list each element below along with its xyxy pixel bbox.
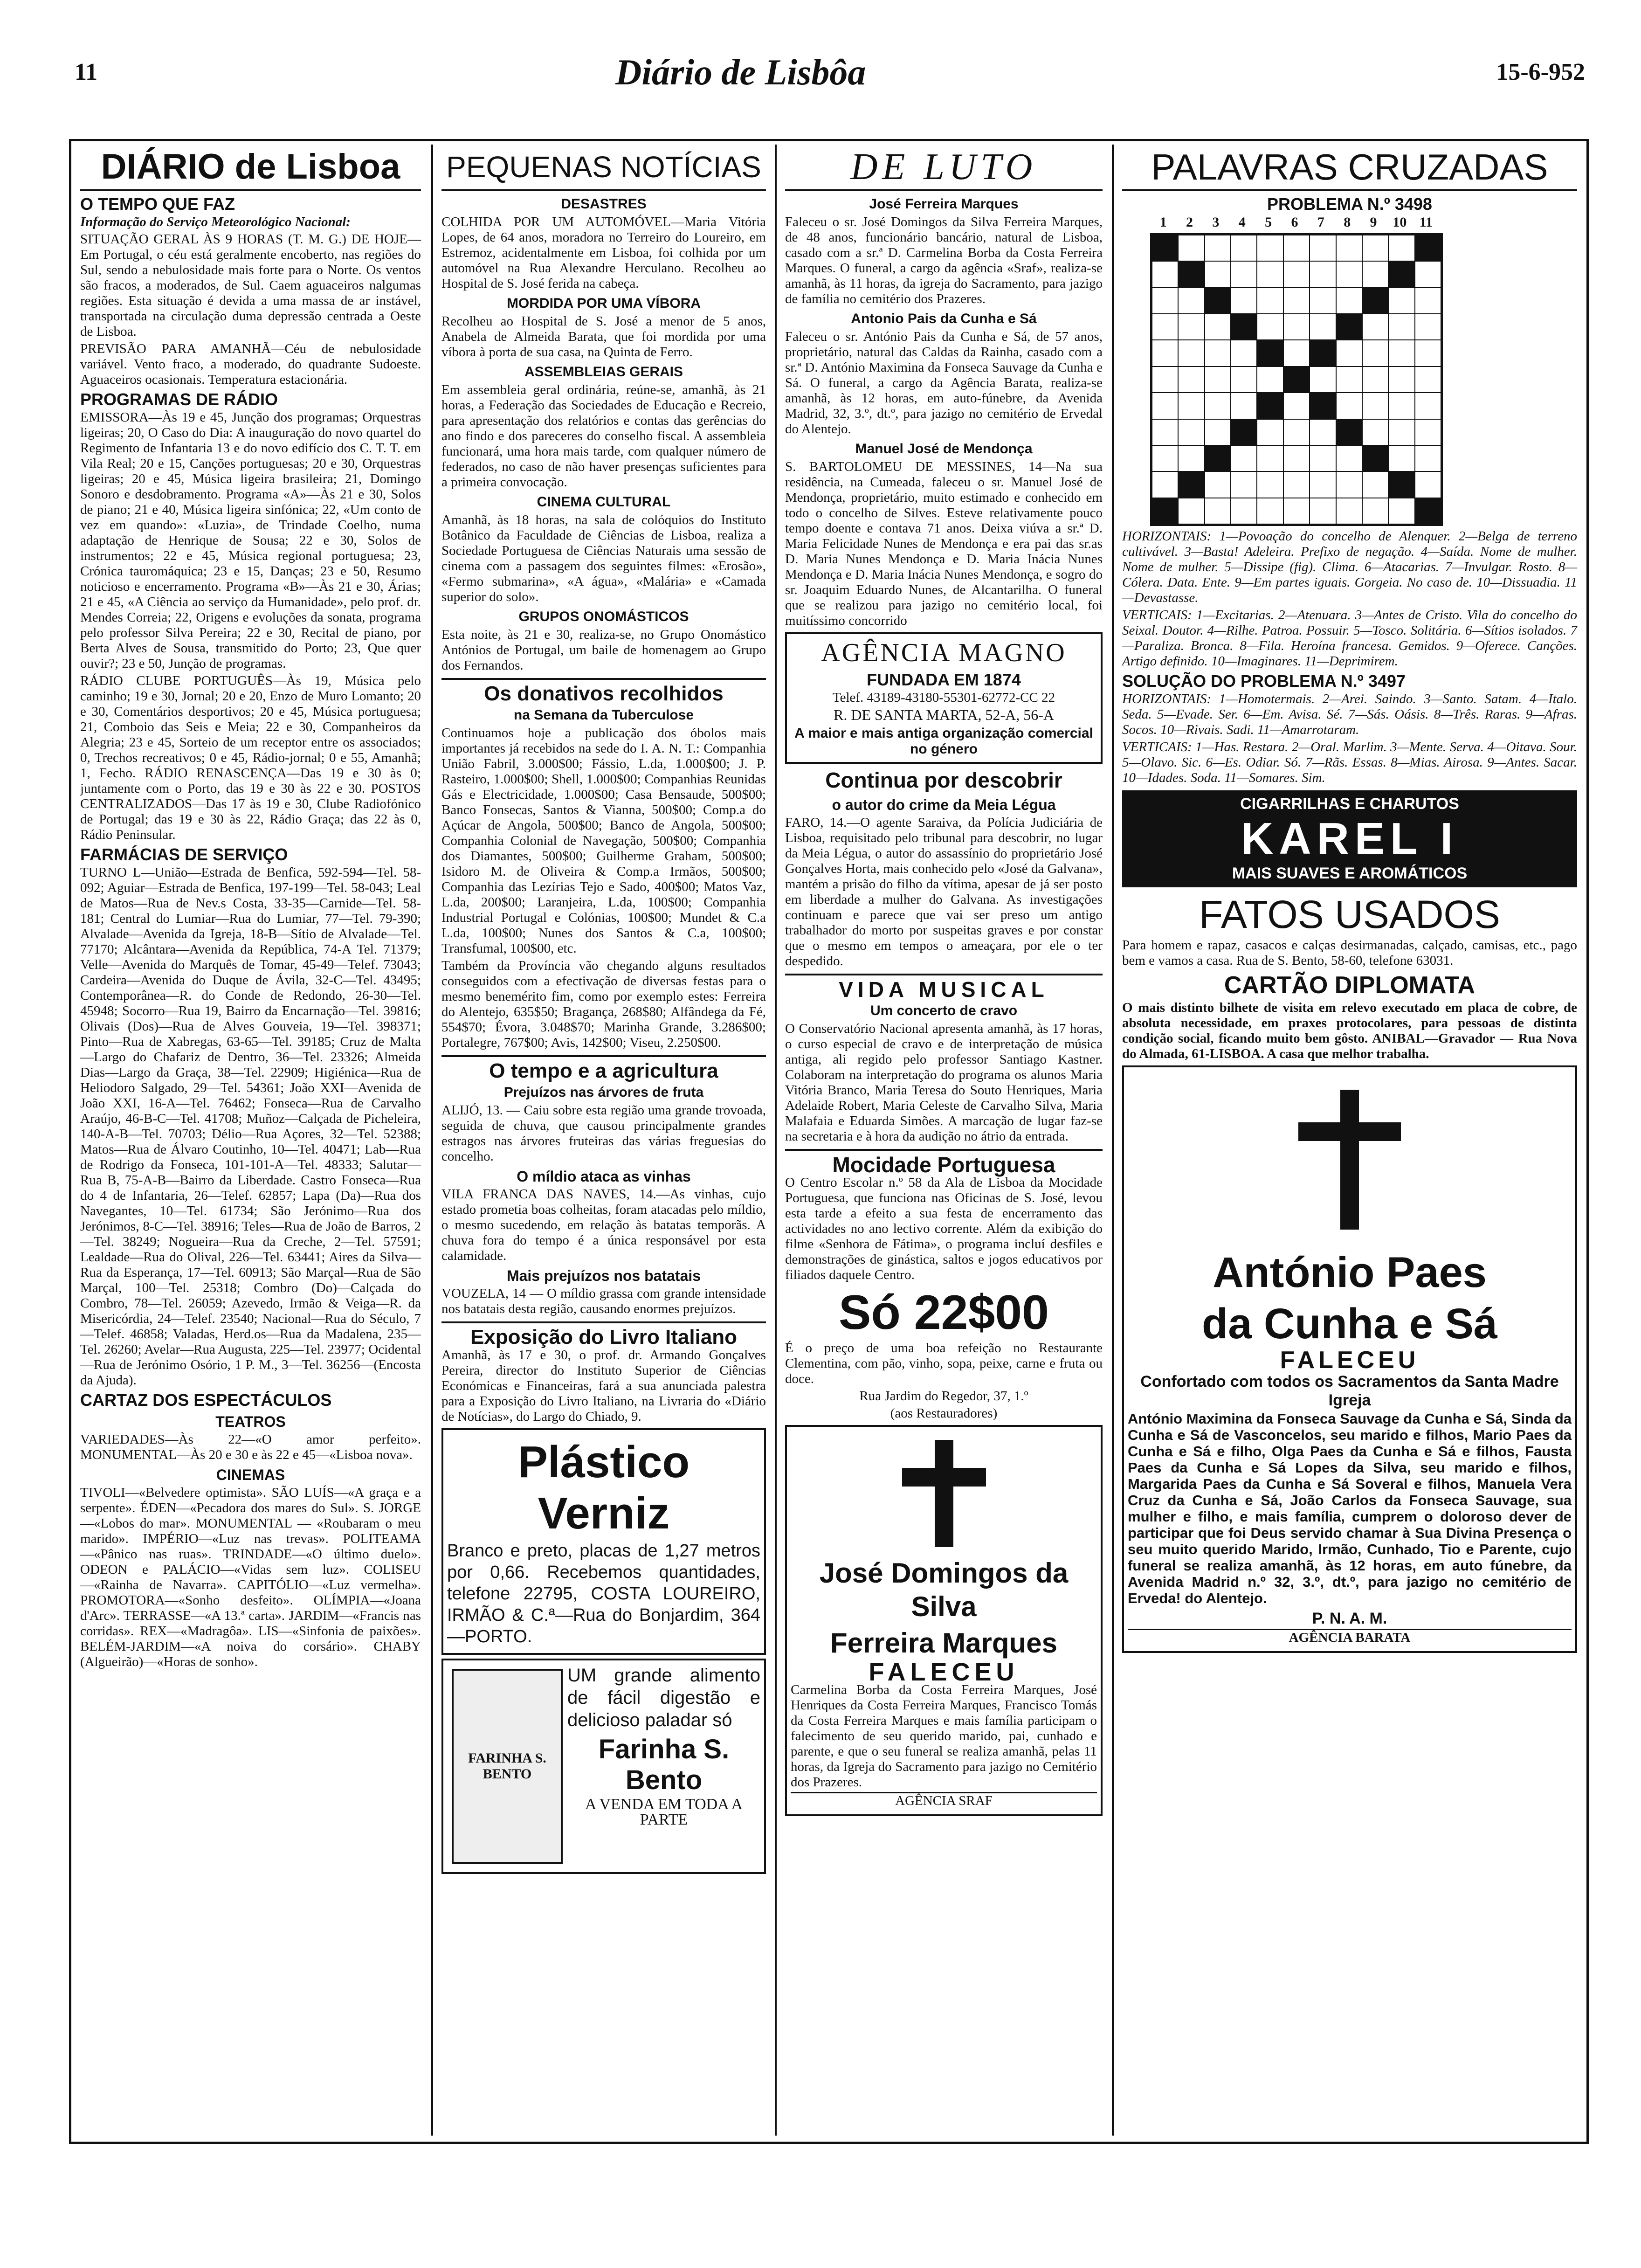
crossword-cell [1310, 235, 1336, 261]
donations-subheading: na Semana da Tuberculose [513, 707, 694, 723]
funeral-name-2: Ferreira Marques [830, 1627, 1057, 1659]
obituary-2-text: Faleceu o sr. António Pais da Cunha e Sá, de 57 anos, proprietário, natural das Caldas da Rainha, casado com a sr.ª D. António Maximina da Fonseca Sauvage da Cunha e Sá. O funeral, a cargo da Agência Barata, realiza-se amanhã, às 12 horas, em auto-fúnebre, da Avenida Madrid, 32, 3.º, dt.º, para jazigo no cemitério de Ervedal do Alentejo. [785, 329, 1103, 436]
obituary-sacraments: Confortado com todos os Sacramentos da Santa Madre Igreja [1140, 1373, 1559, 1409]
column-1 [75, 145, 427, 2136]
obituary-notice [1122, 1065, 1577, 1653]
crossword-cell [1257, 471, 1283, 498]
crossword-cell [1231, 288, 1257, 314]
crossword-cell [1415, 261, 1441, 287]
crossword-black-cell [1362, 445, 1388, 471]
funeral-name-1: José Domingos da Silva [819, 1557, 1069, 1622]
solution-heading: SOLUÇÃO DO PROBLEMA N.º 3497 [1122, 671, 1406, 691]
crossword-cell [1178, 235, 1204, 261]
section-title: PALAVRAS CRUZADAS [1122, 145, 1577, 191]
crossword-black-cell [1415, 498, 1441, 524]
card-ad-heading: CARTÃO DIPLOMATA [1224, 972, 1476, 999]
agriculture-heading: O tempo e a agricultura [489, 1059, 718, 1082]
page-number: 11 [75, 59, 98, 85]
radio-text: EMISSORA—Às 19 e 45, Junção dos programas; Orquestras ligeiras; 20, O Caso do Dia: A inauguração do novo quartel do Regimento de Infantaria 13 e do novo edifício dos C. T. T. em Vila Real; 20 e 15, Canções portuguesas; 20 e 30, Orquestras ligeiras; 20 e 45, Música ligeira brasileira; 21, Domingo Sonoro e desdobramento. Programa «A»—Às 21 e 30, Solos de piano; 21 e 40, Música ligeira sinfónica; 22, «Um conto de vez em quando»: «Luzia», de Trindade Coelho, numa adaptação de Henrique de Sousa; 22 e 30, Solos de instrumentos; 22 e 45, Música regional portuguesa; 23, Crónica tauromáquica; 23 e 15, Danças; 23 e 50, Resumo noticioso e encerramento. Programa «B»—Às 21 e 30, Árias; 21 e 45, «A Ciência ao serviço da Humanidade», pelo prof. dr. Mendes Correia; 22, Origens e evoluções da sonata, programa pelo professor Silva Pereira; 22 e 30, Recital de piano, por Berta Alves de Sousa, transmitido do Porto; 23, Que quer ouvir?; 23 e 50, Junção de programas. [80, 410, 421, 671]
crossword-column-number: 4 [1238, 214, 1246, 230]
crossword-cell [1257, 288, 1283, 314]
crossword-cell [1257, 445, 1283, 471]
funeral-notice [785, 1425, 1103, 1816]
obituary-1-text: Faleceu o sr. José Domingos da Silva Ferreira Marques, de 48 anos, funcionário bancário, natural de Lisboa, casado com a sr.ª D. Carmelina Borba da Costa Ferreira Marques. O funeral, a cargo da agência «Sraf», realiza-se amanhã, às 11 horas, da igreja do Sacramento, para jazigo de família no cemitério dos Prazeres. [785, 214, 1103, 306]
crossword-cell [1283, 471, 1310, 498]
weather-text: SITUAÇÃO GERAL ÀS 9 HORAS (T. M. G.) DE HOJE—Em Portugal, o céu está geralmente encoberto, nas regiões do Sul, sendo a nebulosidade mais forte para o Norte. Os ventos são fracos, a moderados, de Sul. Caem aguaceiros nalgumas regiões. Esta situação é devida a uma massa de ar instável, transportada na circulação duma depressão centrada a Oeste de Lisboa. [80, 232, 421, 339]
column-rule [1112, 145, 1114, 2136]
crossword-cell [1283, 498, 1310, 524]
crossword-cell [1283, 445, 1310, 471]
crossword-horizontal-clues: HORIZONTAIS: 1—Povoação do concelho de Alenquer. 2—Belga de terreno cultivável. 3—Basta! Adeleira. Prefixo de negação. 4—Saída. Nome de mulher. Nome de mulher. 5—Dissipe (fig). Clima. 6—Atacarias. 7—Invulgar. Rosto. 8—Cólera. Data. Ente. 9—Em partes iguais. Gorgeia. No caso de. 10—Dissuadia. 11—Devastasse. [1122, 529, 1577, 605]
crossword-cell [1388, 288, 1414, 314]
crossword-cell [1152, 314, 1178, 340]
crossword-cell [1257, 366, 1283, 393]
crossword-black-cell [1152, 498, 1178, 524]
crime-subheading: o autor do crime da Meia Légua [832, 796, 1056, 813]
crossword-black-cell [1257, 393, 1283, 419]
plastic-ad-title: Plástico Verniz [517, 1437, 690, 1538]
crossword-black-cell [1388, 471, 1414, 498]
pharmacy-heading: FARMÁCIAS DE SERVIÇO [80, 845, 288, 864]
crossword-column-number: 2 [1186, 214, 1193, 230]
agriculture-text: ALIJÓ, 13. — Caiu sobre esta região uma grande trovoada, seguida de chuva, que causou principalmente grandes estragos nas árvores fruteiras das várias freguesias do concelho. [441, 1103, 766, 1164]
crossword-cell [1205, 498, 1231, 524]
crossword-cell [1205, 419, 1231, 445]
crossword-cell [1415, 314, 1441, 340]
restaurant-ad-text: É o preço de uma boa refeição no Restaurante Clementina, com pão, vinho, sopa, peixe, carne e fruta ou doce. [785, 1341, 1103, 1386]
radio-heading: PROGRAMAS DE RÁDIO [80, 390, 278, 409]
agency-magno-address: R. DE SANTA MARTA, 52-A, 56-A [834, 706, 1054, 723]
crossword-cell [1336, 340, 1362, 366]
restaurant-ad-address: Rua Jardim do Regedor, 37, 1.º [859, 1389, 1028, 1404]
viper-text: Recolheu ao Hospital de S. José a menor de 5 anos, Anabela de Almeida Barata, que foi mordida por uma víbora à porta de sua casa, na Quinta de Ferro. [441, 314, 766, 360]
assemblies-text: Em assembleia geral ordinária, reúne-se, amanhã, às 21 horas, a Federação das Sociedades de Educação e Recreio, para apresentação dos relatórios e contas das gerências do ano findo e dos pareceres do conselho fiscal. A assembleia funcionará, uma hora mais tarde, com qualquer número de federados, no caso de não haver presenças suficientes para a primeira convocação. [441, 382, 766, 490]
potato-text: VOUZELA, 14 — O míldio grassa com grande intensidade nos batatais desta região, causando enormes prejuízos. [441, 1286, 766, 1316]
divider [785, 1149, 1103, 1151]
crossword-cell [1178, 288, 1204, 314]
crossword-column-number: 11 [1419, 214, 1433, 230]
assemblies-heading: ASSEMBLEIAS GERAIS [524, 364, 683, 380]
crossword-black-cell [1310, 393, 1336, 419]
divider [785, 974, 1103, 975]
section-title: DE LUTO [785, 145, 1103, 191]
crossword-cell [1231, 445, 1257, 471]
crossword-cell [1283, 340, 1310, 366]
music-text: O Conservatório Nacional apresenta amanhã, às 17 horas, o curso especial de cravo e de interpretação de música antiga, ali regido pelo professor Santiago Kastner. Colaboram na interpretação do programa os alunos Maria Vitória Branco, Maria Teresa do Souto Henriques, Maria Adelaide Robert, Maria Celeste de Carvalho Silva, Maria Malafaia e Eduarda Simões. A marcação de lugar faz-se na secretaria e à hora da audição no átrio da entrada. [785, 1021, 1103, 1144]
crossword-cell [1362, 261, 1388, 287]
crossword-cell [1362, 471, 1388, 498]
crossword-cell [1388, 393, 1414, 419]
crossword-column-number: 9 [1370, 214, 1377, 230]
crossword-cell [1231, 498, 1257, 524]
crossword-cell [1205, 314, 1231, 340]
flour-brand: Farinha S. Bento [598, 1734, 730, 1795]
donations-text: Continuamos hoje a publicação dos óbolos mais importantes já recebidos na sede do I. A. N. T.: Companhia União Fabril, 3.000$00; Fássio, L.da, 1.000$00; J. P. Rasteiro, 1.000$00; Shell, 1.000$00; Companhias Reunidas Gás e Electricidade, 1.000$00; Casa Bensaude, 500$00; Banco Fonsecas, Santos & Vianna, 500$00; Comp.a do Açúcar de Angola, 500$00; Banco de Angola, 500$00; Companhia Colonial de Navegação, 500$00; Companhia dos Diamantes, 500$00; Guilherme Graham, 500$00; Isidoro M. de Oliveira & Comp.a Irmãos, 500$00; Companhia das Lezírias Tejo e Sado, 400$00; Matos Vaz, L.da, 200$00; Laranjeira, L.da, 100$00; Companhia Industrial Portugal e Colónias, 100$00; Mundet & C.a L.da, 100$00; Nunes dos Santos & C.a, 100$00; Transfumal, 100$00, etc. [441, 726, 766, 956]
crossword-cell [1310, 366, 1336, 393]
crossword-column-number: 1 [1159, 214, 1167, 230]
used-clothes-text: Para homem e rapaz, casacos e calças desirmanadas, calçado, camisas, etc., pago bem e vamos a casa. Rua de S. Bento, 58-60, telefone 63031. [1122, 938, 1577, 968]
column-rule [431, 145, 433, 2136]
crossword-cell [1152, 288, 1178, 314]
crossword-cell [1283, 261, 1310, 287]
exhibition-heading: Exposição do Livro Italiano [470, 1326, 738, 1348]
obituary-3-text: S. BARTOLOMEU DE MESSINES, 14—Na sua residência, na Cumeada, faleceu o sr. Manuel José de Mendonça, proprietário, muito estimado e conhecido em todo o concelho de Silves. Esteve relativamente pouco tempo doente e contava 71 anos. Deixa viúva a sr.ª D. Maria Felicidade Nunes de Mendonça e era pai das sr.as D. Maria Nunes Mendonça e D. Maria Inácia Nunes Mendonça e D. Maria Inácia Nunes Mendonça, e sogro do sr. Joaquim Eduardo Nunes, de Alcantarilha. O funeral que se realizou para jazigo no cemitério local, foi muitíssimo concorrido [785, 459, 1103, 628]
restaurant-ad-address-2: (aos Restauradores) [890, 1406, 998, 1421]
crossword-black-cell [1257, 340, 1283, 366]
karel-ad-bottom: MAIS SUAVES E AROMÁTICOS [1232, 864, 1468, 882]
obituary-name-1: António Paes [1213, 1249, 1487, 1296]
crossword-cell [1178, 314, 1204, 340]
crossword-black-cell [1178, 471, 1204, 498]
plastic-ad [441, 1428, 766, 1655]
flour-ad-text: UM grande alimento de fácil digestão e delicioso paladar só [567, 1665, 760, 1730]
obituary-1-heading: José Ferreira Marques [869, 196, 1019, 212]
crossword-cell [1283, 288, 1310, 314]
exhibition-text: Amanhã, às 17 e 30, o prof. dr. Armando Gonçalves Pereira, director do Instituto Superior de Ciências Económicas e Financeiras, fará a sua anunciada palestra para a Exposição do Livro Italiano, na Livraria do «Diário de Notícias», do Largo do Chiado, 9. [441, 1348, 766, 1424]
crossword-cell [1336, 288, 1362, 314]
music-heading: VIDA MUSICAL [839, 977, 1049, 1002]
crossword-cell [1388, 445, 1414, 471]
mildew-heading: O míldio ataca as vinhas [517, 1168, 691, 1185]
crossword-cell [1178, 498, 1204, 524]
potato-heading: Mais prejuízos nos batatais [506, 1267, 701, 1284]
crossword-cell [1310, 419, 1336, 445]
crossword-cell [1336, 393, 1362, 419]
crossword-cell [1152, 366, 1178, 393]
crossword-cell [1283, 235, 1310, 261]
flour-tin-image [452, 1669, 563, 1864]
agency-magno-phones: Telef. 43189-43180-55301-62772-CC 22 [832, 690, 1055, 705]
crossword-cell [1415, 393, 1441, 419]
crossword-cell [1152, 471, 1178, 498]
crossword-cell [1388, 235, 1414, 261]
radio-text-2: RÁDIO CLUBE PORTUGUÊS—Às 19, Música pelo caminho; 19 e 30, Jornal; 20 e 20, Enzo de Muro Lomanto; 20 e 30, Comentários desportivos; 20 e 45, Música portuguesa; 21, Comboio das Seis e Meia; 22 e 30, Companheiros da Alegria; 23 e 45, Sorteio de um receptor entre os associados; 0, Trechos recreativos; 0 e 45, Rádio-jornal; 0 e 55, Amanhã; 1, Fecho. RÁDIO RENASCENÇA—Das 19 e 30 às 0; juntamente com o Porto, das 19 e 30 às 22 e 30. POSTOS CENTRALIZADOS—Das 17 às 19 e 30, Clube Radiofónico de Portugal; das 19 e 30 às 22, Rádio Graça; das 22 às 0, Rádio Peninsular. [80, 673, 421, 842]
crossword-cell [1205, 235, 1231, 261]
agency-magno-ad [785, 632, 1103, 764]
flour-ad [441, 1659, 766, 1874]
karel-ad-brand: KAREL I [1241, 814, 1459, 864]
karel-ad-top: CIGARRILHAS E CHARUTOS [1240, 795, 1459, 813]
masthead: Diário de Lisbôa [615, 52, 866, 92]
crossword-cell [1178, 445, 1204, 471]
crossword-cell [1152, 340, 1178, 366]
crossword-problem-title: PROBLEMA N.º 3498 [1267, 194, 1432, 214]
crossword-cell [1415, 288, 1441, 314]
crime-text: FARO, 14.—O agente Saraiva, da Polícia Judiciária de Lisboa, requisitado pelo tribunal para descobrir, no lugar da Meia Légua, o autor do assassínio do proprietário José Gonçalves Horta, mais conhecido pelo «José da Galvana», mantém a prisão do filho da vítima, apesar de já ser posto em liberdade a mulher do Galvana. As investigações continuam e parece que vai ser preso um antigo trabalhador do morto por suspeitas graves e por constar que o mesmo em tempos o ameaçara, por ele o ter despedido. [785, 815, 1103, 968]
crossword-cell [1205, 366, 1231, 393]
crossword-cell [1336, 445, 1362, 471]
crossword-cell [1415, 366, 1441, 393]
used-clothes-heading: FATOS USADOS [1199, 892, 1500, 936]
crossword-cell [1362, 366, 1388, 393]
crossword-black-cell [1231, 314, 1257, 340]
pharmacy-text: TURNO L—União—Estrada de Benfica, 592-594—Tel. 58-092; Aguiar—Estrada de Benfica, 197-199—Tel. 58-043; Leal de Matos—Rua de Nev.s Costa, 33-35—Carnide—Tel. 58-181; Central do Lumiar—Rua do Lumiar, 77—Tel. 79-390; Alvalade—Avenida da Igreja, 18-B—Sítio de Alvalade—Tel. 77170; Alcântara—Avenida da República, 74-A Tel. 71379; Velle—Avenida do Marquês de Tomar, 45-49—Telef. 73043; Cardeira—Avenida do Duque de Ávila, 32-C—Tel. 43495; Contemporânea—R. do Conde de Redondo, 26-30—Tel. 45948; Socorro—Rua 19, Bairro da Encarnação—Tel. 39816; Olivais (Dos)—Rua de Alves Gouveia, 19—Tel. 398371; Pinto—Rua de Xabregas, 63-65—Tel. 39185; Cruz de Malta—Largo do Chafariz de Dentro, 36—Tel. 23326; Almeida Dias—Largo da Graça, 38—Tel. 22909; Higiénica—Rua de Heliodoro Salgado, 29—Tel. 54361; João XXI—Avenida de João XXI, 16-A—Tel. 76462; Fonseca—Rua de Carvalho Araújo, 46-B-C—Tel. 41708; Muñoz—Calçada de Picheleira, 140-A-B—Tel. 70703; Délio—Rua Açores, 32—Tel. 52388; Matos—Rua de Álvaro Coutinho, 10—Tel. 40471; Lab—Rua de Rodrigo da Fonseca, 101-101-A—Tel. 48333; Salutar—Rua B, 75-A-B—Bairro da Liberdade. Castro Fonseca—Rua do 4 de Infantaria, 26—Telef. 62857; Lapa (Da)—Rua dos Navegantes, 10—Tel. 61734; São Jerónimo—Rua dos Jerónimos, 8-C—Tel. 38916; Teles—Rua de João de Barros, 2—Tel. 38249; Nogueira—Rua da Creche, 2—Tel. 57591; Lealdade—Rua do Olival, 226—Tel. 63441; Aires da Silva—Rua da Esperança, 17—Tel. 60913; São Marçal—Rua de São Marçal, 100—Tel. 25318; Combro (Do)—Calçada do Combro, 78—Tel. 26059; Azevedo, Irmão & Veiga—R. da Misericórdia, 24—Telef. 23540; Nacional—Rua do Século, 7—Telef. 46858; Valadas, Herd.os—Rua da Madalena, 235—Tel. 26260; Avelar—Rua Augusta, 225—Tel. 23977; Ocidental—Rua de Jerónimo Osório, 1 P. M., 3—Tel. 36256—(Encosta da Ajuda). [80, 865, 421, 1388]
section-title: PEQUENAS NOTÍCIAS [441, 145, 766, 191]
crossword-cell [1362, 498, 1388, 524]
crossword-cell [1231, 261, 1257, 287]
crime-heading: Continua por descobrir [825, 768, 1062, 792]
plastic-ad-text: Branco e preto, placas de 1,27 metros por 0,66. Recebemos quantidades, telefone 22795, COSTA LOUREIRO, IRMÃO & C.ª—Rua do Bonjardim, 364—PORTO. [447, 1541, 760, 1646]
crossword-cell [1336, 471, 1362, 498]
crossword-cell [1310, 445, 1336, 471]
crossword-cell [1231, 366, 1257, 393]
crossword-column-number: 10 [1393, 214, 1407, 230]
crossword-cell [1231, 235, 1257, 261]
crossword-cell [1388, 340, 1414, 366]
crossword-cell [1310, 261, 1336, 287]
crossword-cell [1257, 419, 1283, 445]
crossword-cell [1415, 419, 1441, 445]
crossword-cell [1388, 498, 1414, 524]
crossword-cell [1415, 340, 1441, 366]
obituary-deceased: FALECEU [1280, 1347, 1420, 1374]
crossword-cell [1388, 419, 1414, 445]
divider [441, 1321, 766, 1323]
crossword-cell [1257, 235, 1283, 261]
crossword-cell [1310, 471, 1336, 498]
crossword-cell [1152, 445, 1178, 471]
crossword-cell [1178, 366, 1204, 393]
crossword-column-number: 7 [1317, 214, 1324, 230]
card-ad-text: O mais distinto bilhete de visita em relevo executado em placa de cobre, de absoluta necessidade, em praxes protocolares, para pessoas de distinta condição social, ficando muito bem gôsto. ANIBAL—Gravador — Rua Nova do Almada, 61-LISBOA. A casa que melhor trabalha. [1122, 1000, 1577, 1061]
crossword-cell [1310, 498, 1336, 524]
crossword-cell [1415, 445, 1441, 471]
obituary-text: António Maximina da Fonseca Sauvage da Cunha e Sá, Sinda da Cunha e Sá de Vasconcelos, seu marido e filhos, Mario Paes da Cunha e Sá e filho, Olga Paes da Cunha e Sá e filhos, Fausta Paes da Cunha e Sá Lopes da Silva, seu marido e filhos, Margarida Paes da Cunha e Sá Soveral e filhos, Manuela Vera Cruz da Cunha e Sá, João Carlos da Fonseca Sauvage, sua mulher e filho, e mais família, cumprem o doloroso dever de participar que foi Deus servido chamar à Sua Divina Presença o seu muito querido Marido, Irmão, Cunhado, Tio e Parente, cujo funeral se realiza amanhã, às 12 horas, em auto fúnebre, da Avenida Madrid n.º 32, 3.º, dt.º, para jazigo no cemitério de Erveda! do Alentejo. [1128, 1411, 1572, 1606]
restaurant-ad-price: Só 22$00 [839, 1286, 1049, 1340]
crossword-black-cell [1152, 235, 1178, 261]
cinemas-text: TIVOLI—«Belvedere optimista». SÃO LUÍS—«A graça e a serpente». ÉDEN—«Pecadora dos mares do Sul». S. JORGE—«Lobos do mar». MONUMENTAL — «Roubaram o meu marido». IMPÉRIO—«Luz nas trevas». POLITEAMA—«Pânico nas ruas». TRINDADE—«O último duelo». ODEON e PALÁCIO—«Vidas sem luz». COLISEU—«Rainha de Navarra». CAPITÓLIO—«Luz vermelha». PROMOTORA—«Sonho desfeito». OLÍMPIA—«Joana d'Arc». TERRASSE—«A 13.ª carta». JARDIM—«Francis nas corridas». REX—«Madragôa». LIS—«Sinfonia de paixões». BELÉM-JARDIM—«A noiva do corsário». CHABY (Algueirão)—«Horas de sonho». [80, 1485, 421, 1669]
column-3 [779, 145, 1108, 2136]
crossword-cell [1231, 340, 1257, 366]
divider [441, 678, 766, 680]
crossword-cell [1283, 393, 1310, 419]
cinema-heading: CINEMA CULTURAL [537, 494, 671, 510]
crossword-cell [1362, 235, 1388, 261]
page-header [0, 0, 1641, 107]
crossword-cell [1205, 340, 1231, 366]
weather-subheading: Informação do Serviço Meteorológico Nacional: [80, 214, 351, 229]
crossword-cell [1362, 340, 1388, 366]
obituary-agency: AGÊNCIA BARATA [1128, 1629, 1572, 1646]
obituary-initials: P. N. A. M. [1312, 1610, 1387, 1627]
viper-heading: MORDIDA POR UMA VÍBORA [506, 296, 701, 311]
cross-icon [1298, 1090, 1401, 1230]
obituary-2-heading: Antonio Pais da Cunha e Sá [851, 311, 1037, 326]
paper-logo: DIÁRIO de Lisboa [80, 145, 421, 191]
agency-magno-tagline: A maior e mais antiga organização comercial no género [794, 726, 1093, 757]
crossword-cell [1178, 393, 1204, 419]
agency-magno-founded: FUNDADA EM 1874 [867, 670, 1021, 689]
agency-magno-title: AGÊNCIA MAGNO [821, 638, 1067, 667]
crossword-cell [1362, 314, 1388, 340]
accidents-text: COLHIDA POR UM AUTOMÓVEL—Maria Vitória Lopes, de 64 anos, moradora no Terreiro do Loureiro, em Estremoz, acidentalmente em Lisboa, foi colhida por um automóvel na Rua Alexandre Herculano. Recolheu ao Hospital de S. José ferida na cabeça. [441, 214, 766, 291]
crossword-cell [1310, 288, 1336, 314]
crossword-cell [1257, 314, 1283, 340]
crossword-black-cell [1231, 419, 1257, 445]
funeral-agency: AGÊNCIA SRAF [791, 1792, 1097, 1809]
mildew-text: VILA FRANCA DAS NAVES, 14.—As vinhas, cujo estado prometia boas colheitas, foram atacadas pelo míldio, o mesmo sucedendo, em relação às batatas temporãs. A chuva fora do tempo é a única responsável por esta calamidade. [441, 1187, 766, 1263]
crossword-cell [1257, 261, 1283, 287]
crossword-column-number: 8 [1344, 214, 1351, 230]
crossword-cell [1336, 235, 1362, 261]
funeral-text: Carmelina Borba da Costa Ferreira Marques, José Henriques da Costa Ferreira Marques, Francisco Tomás da Costa Ferreira Marques e mais família participam o falecimento de seu querido marido, pai, cunhado e parente, e que o seu funeral se realiza amanhã, pelas 11 horas, da Igreja do Sacramento para jazigo no Cemitério dos Prazeres. [791, 1682, 1097, 1790]
groups-text: Esta noite, às 21 e 30, realiza-se, no Grupo Onomástico Antónios de Portugal, um baile de homenagem ao Grupo dos Fernandos. [441, 627, 766, 673]
crossword-black-cell [1336, 419, 1362, 445]
crossword-black-cell [1415, 235, 1441, 261]
crossword-vertical-clues: VERTICAIS: 1—Excitarias. 2—Atenuara. 3—Antes de Cristo. Vila do concelho do Seixal. Doutor. 4—Rilhe. Patroa. Possuir. 5—Tosco. Solitária. 6—Sítios isolados. 7—Paraliza. Bronca. 8—Fila. Heroína francesa. Gemidos. 9—Oferece. Canções. Artigo definido. 10—Imaginares. 11—Deprimirem. [1122, 608, 1577, 669]
theatres-text: VARIEDADES—Às 22—«O amor perfeito». MONUMENTAL—Às 20 e 30 e às 22 e 45—«Lisboa nova». [80, 1432, 421, 1462]
donations-heading: Os donativos recolhidos [484, 682, 724, 705]
crossword-cell [1231, 393, 1257, 419]
issue-date: 15-6-952 [1496, 59, 1585, 85]
donations-text-2: Também da Província vão chegando alguns resultados conseguidos com a efectivação de diversas festas para o mesmo benemérito fim, como por exemplo estes: Ferreira do Alentejo, 635$50; Bragança, 268$80; Alfândega da Fé, 554$70; Évora, 3.048$70; Marinha Grande, 3.286$00; Portalegre, 767$00; Avis, 142$00; Viseu, 2.250$00. [441, 958, 766, 1050]
cinema-text: Amanhã, às 18 horas, na sala de colóquios do Instituto Botânico da Faculdade de Ciências de Lisboa, realiza a Sociedade Portuguesa de Ciências Naturais uma sessão de cinema com a passagem dos seguintes filmes: «Erosão», «Fermo submarina», «A água», «Malária» e «Camada superior do solo». [441, 512, 766, 604]
crossword-column-number: 6 [1291, 214, 1298, 230]
crossword-black-cell [1178, 261, 1204, 287]
crossword-cell [1283, 419, 1310, 445]
crossword-cell [1415, 471, 1441, 498]
crossword-black-cell [1310, 340, 1336, 366]
karel-ad [1122, 790, 1577, 887]
crossword-cell [1152, 261, 1178, 287]
crossword-cell [1231, 471, 1257, 498]
cross-icon [902, 1440, 986, 1547]
crossword-black-cell [1205, 288, 1231, 314]
crossword-cell [1336, 366, 1362, 393]
crossword-cell [1283, 314, 1310, 340]
crossword-cell [1388, 366, 1414, 393]
obituary-3-heading: Manuel José de Mendonça [855, 441, 1033, 456]
accidents-heading: DESASTRES [561, 196, 647, 212]
music-subheading: Um concerto de cravo [870, 1003, 1018, 1018]
crossword-cell [1310, 314, 1336, 340]
forecast-text: PREVISÃO PARA AMANHÃ—Céu de nebulosidade variável. Vento fraco, a moderado, do quadrante Sudoeste. Aguaceiros ocasionais. Temperatura estacionária. [80, 341, 421, 387]
crossword-column-numbers [1150, 214, 1439, 230]
crossword-cell [1205, 471, 1231, 498]
groups-heading: GRUPOS ONOMÁSTICOS [518, 609, 689, 624]
crossword-cell [1362, 393, 1388, 419]
solution-vertical: VERTICAIS: 1—Has. Restara. 2—Oral. Marlim. 3—Mente. Serva. 4—Oitava. Sour. 5—Olavo. Sic. 6—Es. Odiar. Só. 7—Rãs. Essas. 8—Mias. Airosa. 9—Antes. Sacar. 10—Idades. Soda. 11—Somares. Sim. [1122, 740, 1577, 785]
crossword-black-cell [1362, 288, 1388, 314]
funeral-deceased: FALECEU [869, 1658, 1019, 1686]
column-rule [775, 145, 777, 2136]
crossword-black-cell [1388, 261, 1414, 287]
crossword-cell [1362, 419, 1388, 445]
flour-ad-footer: A VENDA EM TODA A PARTE [585, 1796, 743, 1828]
crossword-black-cell [1336, 314, 1362, 340]
column-4 [1117, 145, 1583, 2136]
shows-heading: CARTAZ DOS ESPECTÁCULOS [80, 1390, 332, 1410]
weather-heading: O TEMPO QUE FAZ [80, 194, 235, 214]
crossword-cell [1257, 498, 1283, 524]
crossword-column-number: 5 [1265, 214, 1272, 230]
crossword-cell [1388, 314, 1414, 340]
crossword-cell [1178, 340, 1204, 366]
crossword-cell [1152, 419, 1178, 445]
youth-heading: Mocidade Portuguesa [832, 1153, 1055, 1177]
agriculture-subheading: Prejuízos nas árvores de fruta [503, 1085, 704, 1100]
crossword-cell [1152, 393, 1178, 419]
obituary-name-2: da Cunha e Sá [1202, 1300, 1497, 1348]
crossword-black-cell [1283, 366, 1310, 393]
crossword-black-cell [1205, 445, 1231, 471]
column-2 [436, 145, 772, 2136]
flour-tin-label: FARINHA S. BENTO [468, 1750, 546, 1782]
crossword-cell [1178, 419, 1204, 445]
theatres-heading: TEATROS [215, 1413, 286, 1430]
crossword-cell [1336, 498, 1362, 524]
crossword-column-number: 3 [1212, 214, 1220, 230]
crossword-cell [1205, 393, 1231, 419]
solution-horizontal: HORIZONTAIS: 1—Homotermais. 2—Arei. Saindo. 3—Santo. Satam. 4—Italo. Seda. 5—Evade. Ser. 6—Em. Avisa. Sé. 7—Sás. Oásis. 8—Três. Raras. 9—Afras. Socos. 10—Rivais. Sadi. 11—Amarrotaram. [1122, 691, 1577, 737]
crossword-cell [1336, 261, 1362, 287]
crossword-cell [1205, 261, 1231, 287]
cinemas-heading: CINEMAS [216, 1466, 285, 1483]
crossword-grid [1150, 233, 1443, 526]
youth-text: O Centro Escolar n.º 58 da Ala de Lisboa da Mocidade Portuguesa, que funciona nas Oficinas de S. José, levou esta tarde a efeito a sua festa de encerramento das actividades no ano lectivo corrente. Além da exibição do filme «Senhora de Fátima», o programa incluí desfiles e demonstrações de ginástica, saltos e jogos educativos por filiados daquele Centro. [785, 1175, 1103, 1282]
divider [441, 1055, 766, 1057]
